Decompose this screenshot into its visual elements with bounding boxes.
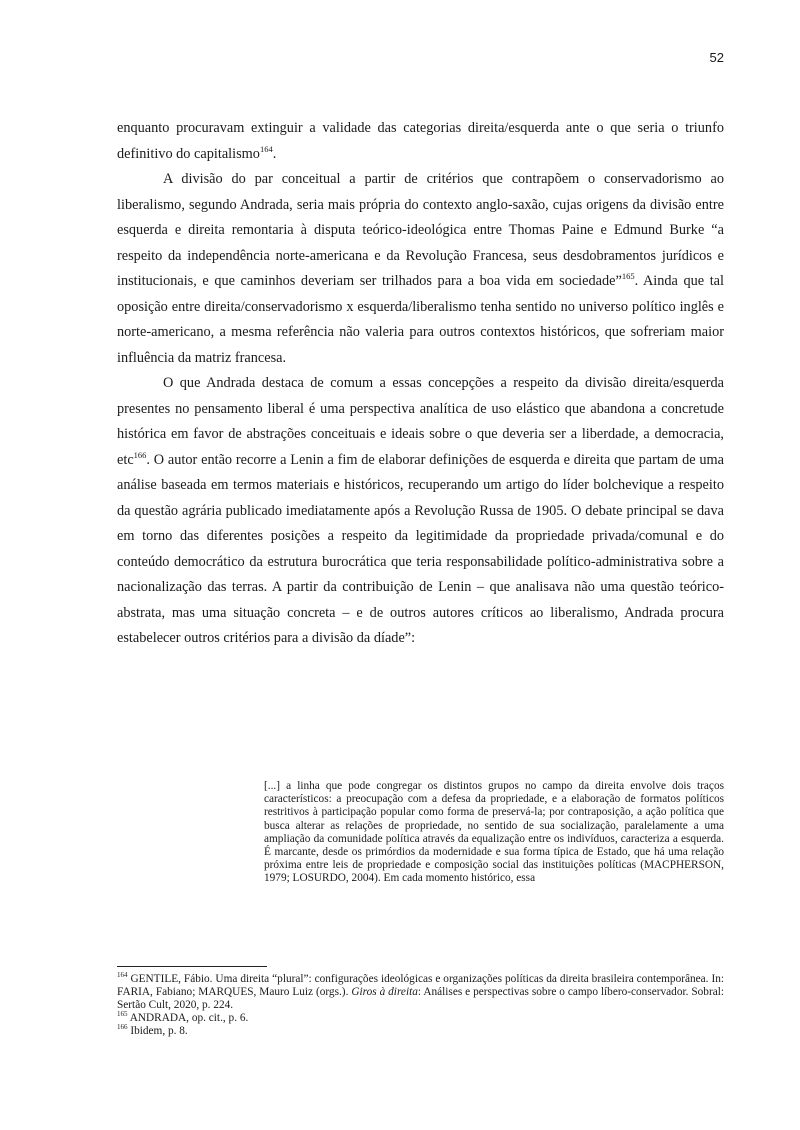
footnote-number: 164 <box>117 971 128 980</box>
footnote-text: ANDRADA, op. cit., p. 6. <box>127 1012 249 1024</box>
block-quote <box>264 780 724 886</box>
block-quote-text: [...] a linha que pode congregar os distintos grupos no campo da direita envolve dois traços característicos: a preocupação com a defesa da propriedade, e a elaboração de formatos políticos restritivos à participação popular como forma de preservá-la; por contraposição, a ação política que busca alterar as relações de propriedade, no sentido de sua socialização, paralelamente a uma ampliação da comunidade política através da equalização entre os indivíduos, caracteriza a esquerda. É marcante, desde os primórdios da modernidade e sua forma típica de Estado, que há uma relação próxima entre leis de propriedade e composição social das instituições políticas (MACPHERSON, 1979; LOSURDO, 2004). Em cada momento histórico, essa <box>264 780 724 885</box>
footnote-ref-165[interactable]: 165 <box>621 271 635 282</box>
footnotes <box>117 973 724 1038</box>
footnote-ref-166[interactable]: 166 <box>133 449 147 460</box>
footnote-divider <box>117 966 267 967</box>
paragraph-2 <box>117 167 724 371</box>
footnote-165 <box>117 1012 724 1025</box>
footnote-166 <box>117 1025 724 1038</box>
footnote-text: Ibidem, p. 8. <box>127 1025 188 1037</box>
footnote-book-title: Giros à direita <box>351 986 418 998</box>
paragraph-3-text: O que Andrada destaca de comum a essas concepções a respeito da divisão direita/esquerda presentes no pensamento liberal é uma perspectiva analítica de uso elástico que abandona a concretude histórica em favor de abstrações conceituais e ideais sobre o que deveria ser a liberdade, a democracia, etc <box>117 375 724 468</box>
paragraph-3 <box>117 371 724 652</box>
paragraph-1-text: enquanto procuravam extinguir a validade das categorias direita/esquerda ante o que seria o triunfo definitivo do capitalismo <box>117 120 724 162</box>
paragraph-2-text: A divisão do par conceitual a partir de critérios que contrapõem o conservadorismo ao liberalismo, segundo Andrada, seria mais própria do contexto anglo-saxão, cujas origens da divisão entre esquerda e direita remontaria à disputa teórico-ideológica entre Thomas Paine e Edmund Burke “a respeito da independência norte-americana e da Revolução Francesa, seus desdobramentos jurídicos e institucionais, e que caminhos deveriam ser trilhados para a boa vida em sociedade” <box>117 171 724 289</box>
page-number: 52 <box>709 50 724 65</box>
footnote-text: GENTILE, Fábio. Uma direita “plural”: configurações ideológicas e organizações políticas da direita brasileira contemporânea. In: FARIA, Fabiano; MARQUES, Mauro Luiz (orgs.). <box>117 973 724 998</box>
footnote-text-tail: : Análises e perspectivas sobre o campo líbero-conservador. Sobral: Sertão Cult, 2020, p. 224. <box>117 986 724 1011</box>
paragraph-1 <box>117 116 724 167</box>
paragraph-2-tail: . Ainda que tal oposição entre direita/conservadorismo x esquerda/liberalismo tenha sentido no universo político inglês e norte-americano, a mesma referência não valeria para outros contextos históricos, que sofreriam maior influência da matriz francesa. <box>117 273 724 366</box>
footnote-number: 166 <box>117 1023 128 1032</box>
footnote-number: 165 <box>117 1010 128 1019</box>
footnote-ref-164[interactable]: 164 <box>259 143 273 154</box>
footnote-164 <box>117 973 724 1012</box>
body-text <box>117 116 724 652</box>
paragraph-3-tail: . O autor então recorre a Lenin a fim de elaborar definições de esquerda e direita que partam de uma análise baseada em termos materiais e históricos, recuperando um artigo do líder bolchevique a respeito da questão agrária publicado imediatamente após a Revolução Russa de 1905. O debate principal se dava em torno das diferentes posições a respeito da legitimidade da propriedade privada/comunal e do conteúdo democrático da estrutura burocrática que teria responsabilidade político-administrativa sobre a nacionalização das terras. A partir da contribuição de Lenin – que analisava não uma questão teórico-abstrata, mas uma situação concreta – e de outros autores críticos ao liberalismo, Andrada procura estabelecer outros critérios para a divisão da díade”: <box>117 451 724 646</box>
paragraph-1-tail: . <box>272 145 277 162</box>
